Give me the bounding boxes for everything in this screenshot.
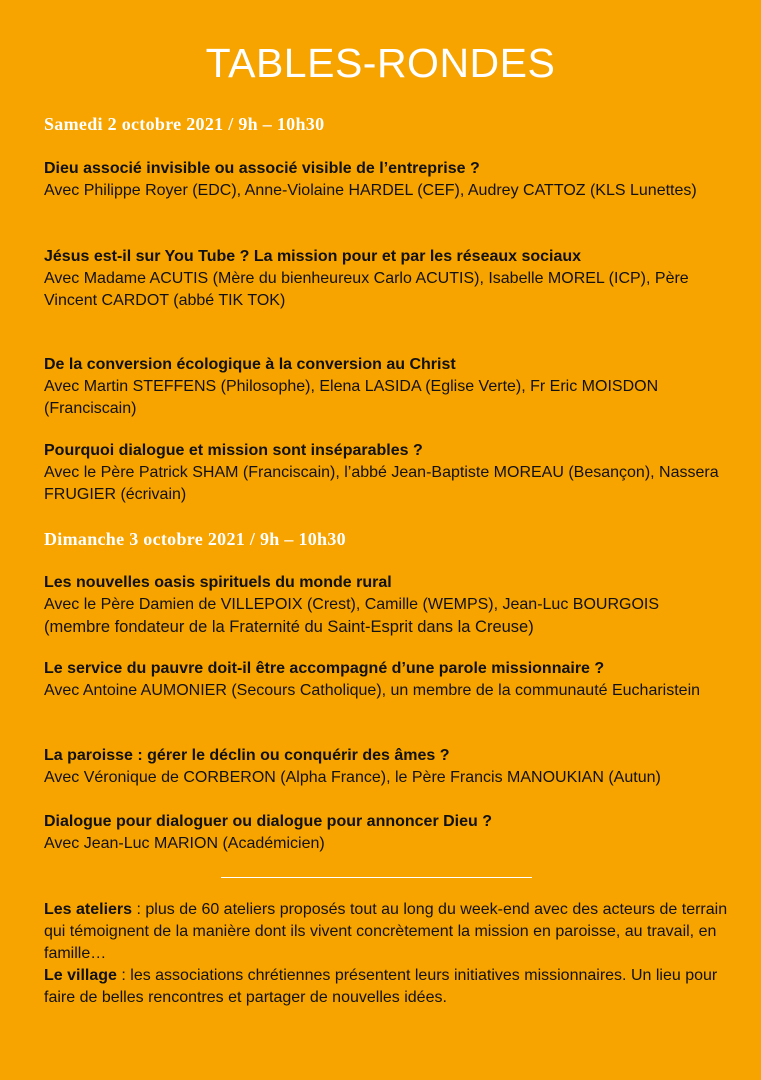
page-title: TABLES-RONDES (205, 40, 556, 86)
session-speakers: Avec le Père Damien de VILLEPOIX (Crest), Camille (WEMPS), Jean-Luc BOURGOIS (44, 596, 660, 613)
session-sunday-3 (44, 745, 734, 789)
session-title: La paroisse : gérer le déclin ou conquérir des âmes ? (44, 747, 450, 764)
session-title: Les nouvelles oasis spirituels du monde rural (44, 574, 392, 591)
sunday-heading: Dimanche 3 octobre 2021 / 9h – 10h30 (44, 529, 346, 549)
session-title: Dialogue pour dialoguer ou dialogue pour annoncer Dieu ? (44, 813, 493, 830)
session-sunday-2 (44, 658, 734, 702)
session-sunday-1 (44, 572, 734, 638)
session-saturday-1 (44, 158, 734, 202)
section-divider (221, 877, 532, 878)
session-title: Pourquoi dialogue et mission sont inséparables ? (44, 442, 423, 459)
village-paragraph (44, 965, 734, 1009)
session-title: Le service du pauvre doit-il être accompagné d’une parole missionnaire ? (44, 660, 605, 677)
session-saturday-2 (44, 246, 734, 312)
village-text: : les associations chrétiennes présentent leurs initiatives missionnaires. Un lieu pour faire de belles rencontres et partager de nouvelles idées. (44, 967, 718, 1006)
session-title: De la conversion écologique à la conversion au Christ (44, 356, 456, 373)
saturday-heading: Samedi 2 octobre 2021 / 9h – 10h30 (44, 114, 325, 134)
session-speakers: Avec Jean-Luc MARION (Académicien) (44, 835, 325, 852)
village-label: Le village (44, 967, 117, 984)
session-speakers-continued: (membre fondateur de la Fraternité du Saint-Esprit dans la Creuse) (44, 618, 534, 636)
session-speakers: Avec le Père Patrick SHAM (Franciscain), l’abbé Jean-Baptiste MOREAU (Besançon), Nassera FRUGIER (écrivain) (44, 464, 719, 503)
ateliers-paragraph (44, 899, 734, 965)
session-speakers: Avec Martin STEFFENS (Philosophe), Elena LASIDA (Eglise Verte), Fr Eric MOISDON (Franciscain) (44, 378, 659, 417)
session-speakers: Avec Philippe Royer (EDC), Anne-Violaine HARDEL (CEF), Audrey CATTOZ (KLS Lunettes) (44, 182, 697, 199)
footer-info (44, 899, 734, 1009)
session-saturday-3 (44, 354, 734, 420)
ateliers-label: Les ateliers (44, 901, 133, 918)
session-saturday-4 (44, 440, 734, 506)
session-sunday-4 (44, 811, 734, 855)
session-title: Jésus est-il sur You Tube ? La mission pour et par les réseaux sociaux (44, 248, 582, 265)
ateliers-text: : plus de 60 ateliers proposés tout au long du week-end avec des acteurs de terrain qui témoignent de la manière dont ils vivent concrètement la mission en paroisse, au travail, en famille… (44, 901, 728, 962)
session-title: Dieu associé invisible ou associé visible de l’entreprise ? (44, 160, 480, 177)
session-speakers: Avec Madame ACUTIS (Mère du bienheureux Carlo ACUTIS), Isabelle MOREL (ICP), Père Vincent CARDOT (abbé TIK TOK) (44, 270, 689, 309)
session-speakers: Avec Antoine AUMONIER (Secours Catholique), un membre de la communauté Eucharistein (44, 682, 701, 699)
session-speakers: Avec Véronique de CORBERON (Alpha France), le Père Francis MANOUKIAN (Autun) (44, 769, 661, 786)
